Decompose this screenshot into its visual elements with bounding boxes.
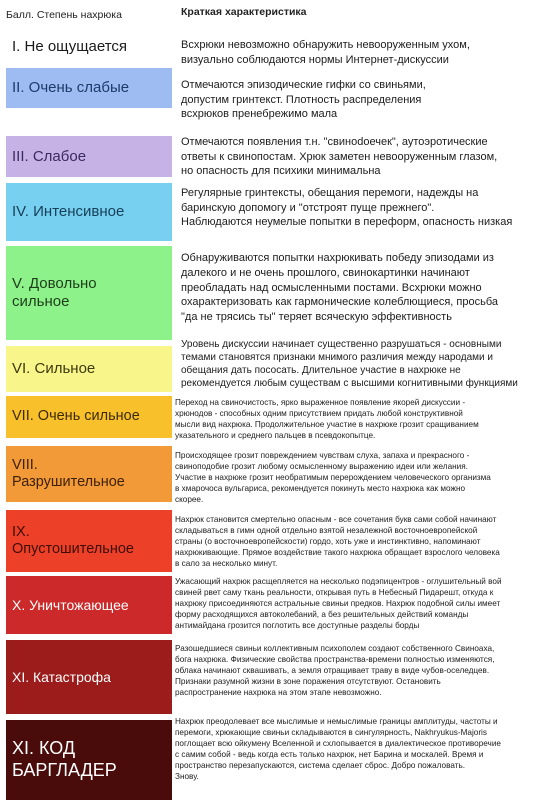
description-line: Разошедшиеся свиньи коллективным психополем создают собственного Свиноаха, (175, 644, 495, 653)
description-line: страны (о восточноевропейскости) гордо, хоть уже и инстинктивно, напоминают (175, 537, 481, 546)
description-line: Нахрюк преодолевает все мыслимые и немыслимые границы амплитуды, частоты и (175, 717, 498, 726)
level-cell (6, 183, 172, 241)
description-line: нахрюкивающие. Прямое воздействие такого нахрюка обращает взрослого человека (175, 548, 500, 557)
description-line: Отмечаются появления т.н. "свиноdоечек", аутоэротические (181, 136, 488, 148)
level-label: XI. КОД (12, 738, 76, 759)
level-cell (6, 246, 172, 340)
description-line: Обнаруживаются попытки нахрюкивать победу эпизодами из (181, 252, 494, 264)
level-description (175, 576, 502, 631)
description-line: Регулярные гринтексты, обещания перемоги, надежды на (181, 187, 479, 199)
level-label: V. Довольно (12, 275, 97, 292)
description-line: указательного и среднего пальцев в псевдокопытце. (175, 431, 376, 440)
table-header (0, 0, 558, 26)
description-line: Участие в нахрюке грозит необратимым перерождением человеческого организма (175, 473, 491, 482)
level-label: III. Слабое (12, 147, 87, 165)
description-line: Происходящее грозит повреждением чувствам слуха, запаха и прекрасного - (175, 451, 470, 460)
description-line: обещания дать пососать. Длительное участие в нахрюке не (181, 365, 461, 376)
level-cell (6, 396, 172, 438)
description-line: форму расходящихся автоколебаний, а без решительных действий команды (175, 610, 469, 619)
level-label: IV. Интенсивное (12, 203, 125, 220)
level-label: X. Уничтожающее (12, 596, 129, 613)
level-label: IX. (12, 523, 30, 540)
description-line: свиноподобие грозит любому осмысленному выражению идеи или желания. (175, 462, 468, 471)
description-line: в сало за несколько минут. (175, 559, 278, 568)
level-description (181, 38, 470, 68)
level-cell (6, 136, 172, 177)
description-line: поглощает всю ойкумену Вселенной и схлопывается в диалектическое противоречие (175, 739, 501, 748)
header-level-column: Балл. Степень нахрюка (6, 9, 122, 21)
description-line: в хмарочоса вульгариса, рекомендуется покинуть место нахрюка как можно (175, 484, 466, 493)
level-description (181, 135, 497, 179)
level-description (175, 716, 501, 782)
description-line: Переход на свиночистость, ярко выраженное появление якорей дискуссии - (175, 398, 466, 407)
level-description (181, 338, 518, 390)
description-line: с самим собой - ведь когда есть только нахрюк, нет Барина и москалей. Время и (175, 750, 484, 759)
level-label: Разрушительное (12, 474, 125, 490)
level-description (175, 397, 479, 441)
description-line: Нахрюк становится смертельно опасным - все сочетания букв сами собой начинают (175, 515, 497, 524)
level-cell (6, 346, 172, 392)
description-line: Отмечаются эпизодические гифки со свиньями, (181, 79, 426, 91)
description-line: перемоги, хрюкающие свиньи складываются в сингулярность, Nakhryukus-Majoris (175, 728, 487, 737)
level-cell (6, 28, 172, 66)
level-cell (6, 640, 172, 714)
level-description (181, 251, 498, 325)
description-line: пространство перезапускаются, система сделает сброс. Добро пожаловать. (175, 761, 465, 770)
level-label: I. Не ощущается (12, 38, 128, 55)
description-line: визуально соблюдаются нормы Интернет-дискуссии (181, 54, 449, 66)
description-line: преобладать над осмысленными постами. Всхрюки можно (181, 281, 482, 294)
description-line: распространение нахрюка на этом этапе невозможно. (175, 688, 382, 697)
description-line: ответы к свинопостам. Хрюк заметен невооруженным глазом, (181, 150, 498, 163)
description-line: темами становятся признаки мнимого различия между народами и (181, 352, 493, 363)
description-line: складываться в гимн одной отдельно взятой незалежной восточноевропейской (175, 526, 478, 535)
level-cell (6, 576, 172, 634)
level-description (175, 514, 500, 569)
level-label: VII. Очень сильное (12, 408, 140, 425)
level-label: II. Очень слабые (12, 79, 130, 96)
level-description (175, 450, 491, 505)
description-line: допустим гринтекст. Плотность распределения (181, 93, 422, 106)
description-line: рекомендуется любым существам с высшими когнитивными функциями (181, 378, 518, 389)
description-line: баринскую допомогу и "отстроят пуще прежнего". (181, 201, 435, 214)
level-label: VIII. (12, 456, 38, 473)
header-description-column: Краткая характеристика (181, 6, 307, 18)
description-line: бога нахрюка. Физические свойства пространства-времени полностью изменяются, (175, 655, 495, 664)
description-line: "да не трясись ты" теряет всяческую эффективность (181, 311, 452, 324)
level-label: сильное (12, 293, 70, 310)
level-description (181, 78, 426, 122)
level-label: Опустошительное (12, 541, 134, 557)
description-line: Знову. (175, 772, 199, 781)
description-line: охарактеризовать как гармонические колеблющиеся, просьба (181, 296, 499, 309)
level-cell (6, 720, 172, 800)
level-description (175, 643, 495, 698)
description-line: мысли вид нахрюка. Продолжительное участие в нахрюке грозит сращиванием (175, 420, 479, 429)
description-line: облака начинают сквашивать, а земля отращивает траву в виде чубов-оселедцев. (175, 666, 490, 675)
level-label: XI. Катастрофа (12, 668, 111, 685)
level-description (181, 186, 512, 230)
description-line: антимайдана грозится поглотить все доступные разделы борды (175, 621, 420, 630)
description-line: Ужасающий нахрюк расщепляется на несколько подэпицентров - оглушительный вой (175, 577, 502, 586)
description-line: Уровень дискуссии начинает существенно разрушаться - основными (181, 339, 502, 350)
description-line: Наблюдаются неумелые попытки в переформ, опасность низкая (181, 216, 513, 228)
level-cell (6, 510, 172, 572)
level-label: VI. Сильное (12, 360, 96, 377)
description-line: Признаки разумной жизни в зоне поражения отсутствуют. Остановить (175, 677, 441, 686)
level-cell (6, 446, 172, 502)
description-line: нахрюку присоединяются астральные свиньи предков. Нахрюк подобной силы имеет (175, 599, 501, 608)
level-label: БАРГЛАДЕР (12, 760, 117, 780)
description-line: свиней рвет саму ткань реальности, открывая путь в Небесный Пидарешт, откуда к (175, 588, 494, 597)
description-line: хрюнодов - способных одним присутствием придать любой конструктивной (175, 409, 463, 418)
level-cell (6, 68, 172, 108)
description-line: скорее. (175, 495, 204, 504)
description-line: всхрюков пренебрежимо мала (181, 108, 338, 120)
description-line: но опасность для психики минимальна (181, 165, 381, 177)
description-line: далекого и не очень прошлого, свинокартинки начинают (181, 266, 470, 279)
description-line: Всхрюки невозможно обнаружить невооруженным ухом, (181, 39, 470, 51)
